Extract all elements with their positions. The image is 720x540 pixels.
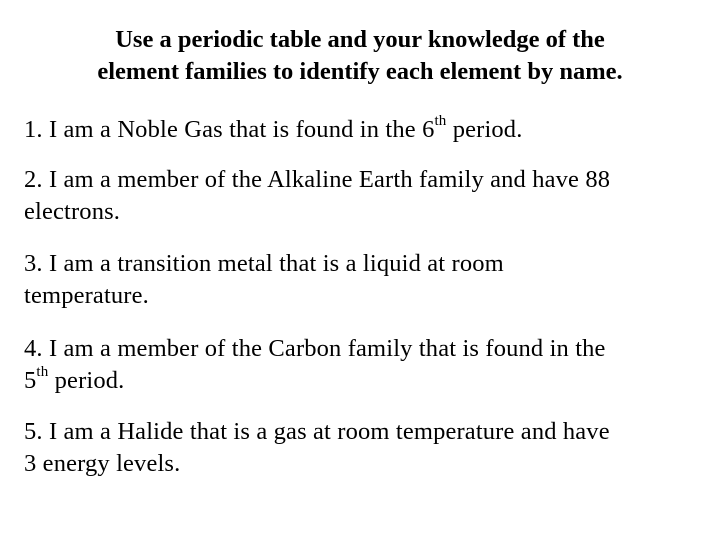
question-3-line-1: 3. I am a transition metal that is a liquid at room xyxy=(24,250,504,277)
question-5 xyxy=(24,416,704,480)
question-4-line-2 xyxy=(24,365,704,397)
question-4-number: 5 xyxy=(24,367,37,394)
question-1-superscript: th xyxy=(434,112,447,129)
question-4-superscript: th xyxy=(36,363,49,380)
question-3 xyxy=(24,248,704,312)
question-4-line-1: 4. I am a member of the Carbon family that is found in the xyxy=(24,335,606,362)
question-3-line-2: temperature. xyxy=(24,282,149,309)
question-5-line-1: 5. I am a Halide that is a gas at room temperature and have xyxy=(24,418,610,445)
question-1-text: 1. I am a Noble Gas that is found in the 6 xyxy=(24,116,435,143)
question-2-line-2: electrons. xyxy=(24,198,121,225)
question-2-line-1: 2. I am a member of the Alkaline Earth family and have 88 xyxy=(24,166,611,193)
question-5-line-2: 3 energy levels. xyxy=(24,450,181,477)
question-4 xyxy=(24,333,704,397)
question-1-line-1 xyxy=(24,114,704,146)
title-line-2: element families to identify each element by name. xyxy=(97,58,623,85)
slide-title xyxy=(0,24,720,88)
question-1-text-end: period. xyxy=(446,116,523,143)
question-4-text-end: period. xyxy=(48,367,125,394)
title-line-1: Use a periodic table and your knowledge of the xyxy=(115,26,605,53)
question-1 xyxy=(24,114,704,146)
question-2 xyxy=(24,164,704,228)
